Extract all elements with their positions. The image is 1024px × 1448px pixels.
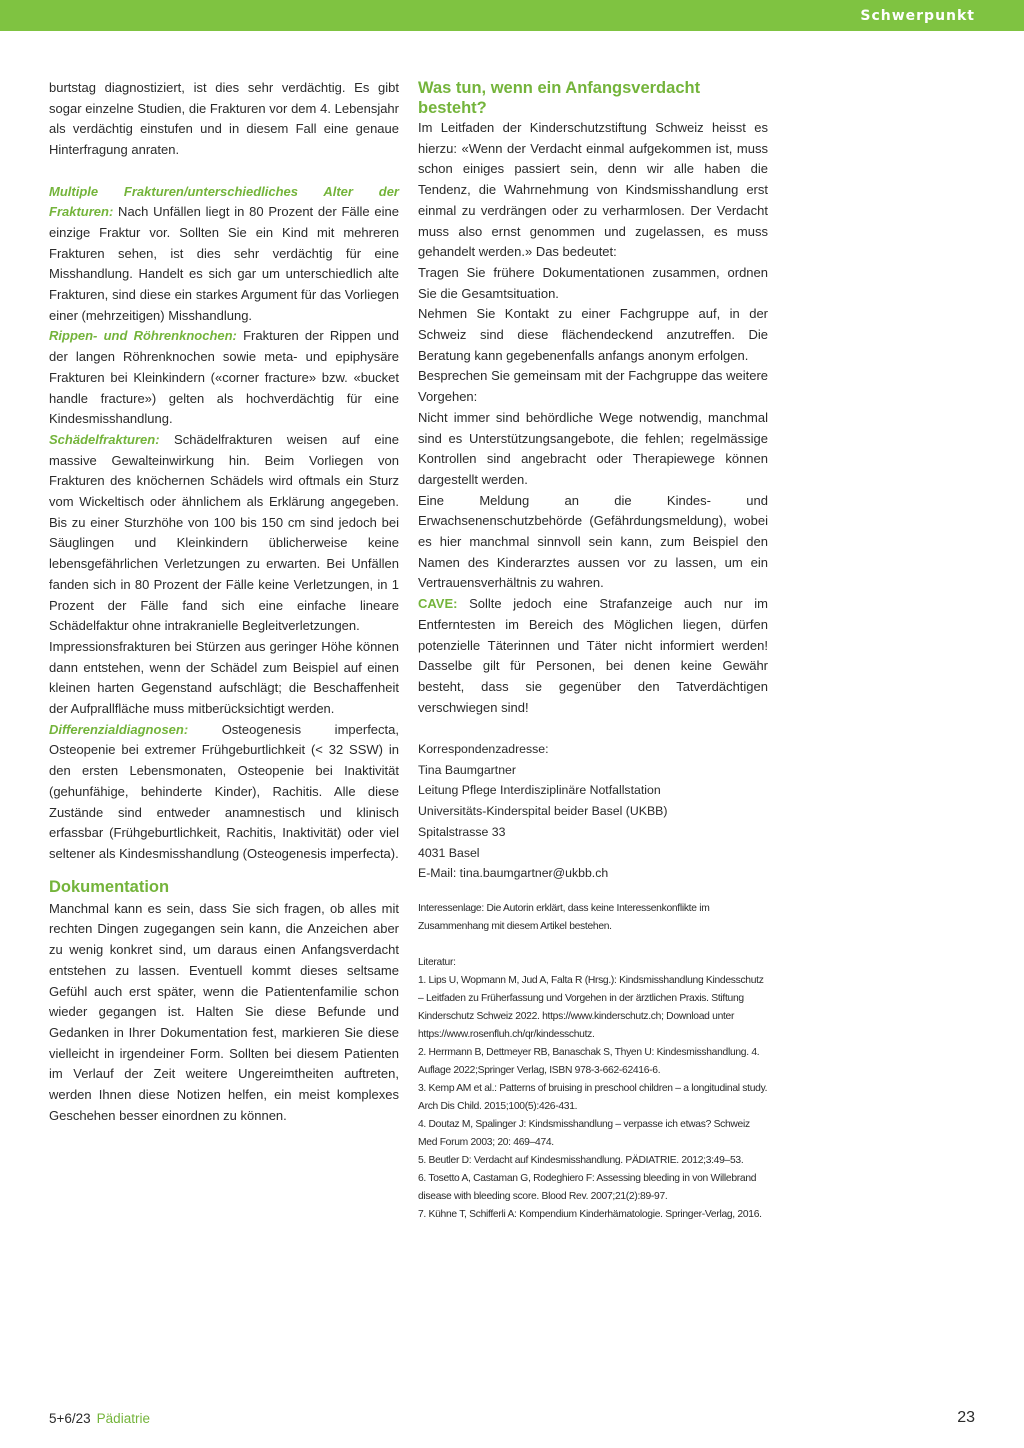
ribs-lead: Rippen- und Röhrenknochen: bbox=[49, 328, 237, 344]
step-discuss-paragraph: Besprechen Sie gemeinsam mit der Fachgruppe das weitere Vorgehen: bbox=[418, 368, 768, 405]
cave-paragraph bbox=[418, 594, 768, 718]
documentation-heading: Dokumentation bbox=[49, 877, 170, 896]
reference-item: 1. Lips U, Wopmann M, Jud A, Falta R (Hrsg.): Kindsmisshandlung Kindesschutz – Leitfaden zu Früherfassung und Vorgehen in der ärztlichen Praxis. Stiftung Kinderschutz Schweiz 2022. https://www.kinderschutz.ch; Download unter https://www.rosenfluh.ch/qr/kindesschutz. bbox=[418, 975, 764, 1040]
skull-lead: Schädelfrakturen: bbox=[49, 431, 160, 447]
left-column bbox=[49, 78, 399, 1126]
multiple-fractures-text: Nach Unfällen liegt in 80 Prozent der Fälle eine einzige Fraktur vor. Sollten Sie ein Kind mit mehreren Frakturen sehen, ist dies sehr verdächtig für eine Misshandlung. Handelt es sich gar um unterschiedlich alte Frakturen, sind diese ein starkes Argument für das Vorliegen einer (mehrzeitigen) Misshandlung. bbox=[49, 204, 399, 323]
journal-name: Pädiatrie bbox=[96, 1411, 150, 1426]
page-number: 23 bbox=[957, 1409, 975, 1426]
references-list bbox=[418, 954, 768, 1224]
skull-paragraph bbox=[49, 430, 399, 637]
skull-text: Schädelfrakturen weisen auf eine massive Gewalteinwirkung hin. Beim Vorliegen von Frakturen des knöchernen Schädels wird oftmals ein Sturz vom Wickeltisch oder ähnlichem als Erklärung angegeben. Bis zu einer Sturzhöhe von 100 bis 150 cm sind jedoch bei Säuglingen und Kleinkindern üblicherweise keine lebensgefährlichen Verletzungen zu erwarten. Bei Unfällen fanden sich in 80 Prozent der Fälle keine Verletzungen, in 1 Prozent der Fälle fand sich eine einfache lineare Schädelfaktur ohne intrakranielle Begleitverletzungen. bbox=[49, 431, 399, 634]
step-report-paragraph: Eine Meldung an die Kindes- und Erwachsenenschutzbehörde (Gefährdungsmeldung), wobei es hier manchmal sinnvoll sein kann, zum Beispiel den Namen des Kinderarztes aussen vor zu lassen, um ein Vertrauensverhältnis zu wahren. bbox=[418, 492, 768, 591]
step-contact-paragraph: Nehmen Sie Kontakt zu einer Fachgruppe auf, in der Schweiz sind diese flächendeckend anzutreffen. Die Beratung kann gegebenenfalls anfangs anonym erfolgen. bbox=[418, 306, 768, 363]
reference-item: 6. Tosetto A, Castaman G, Rodeghiero F: Assessing bleeding in von Willebrand disease with bleeding score. Blood Rev. 2007;21(2):89-97. bbox=[418, 1173, 757, 1202]
author-email: E-Mail: tina.baumgartner@ukbb.ch bbox=[418, 866, 609, 881]
author-name: Tina Baumgartner bbox=[418, 762, 516, 777]
address-street: Spitalstrasse 33 bbox=[418, 824, 506, 839]
author-role: Leitung Pflege Interdisziplinäre Notfallstation bbox=[418, 783, 661, 798]
impression-paragraph: Impressionsfrakturen bei Stürzen aus geringer Höhe können dann entstehen, wenn der Schädel zum Beispiel auf einen kleinen harten Gegenstand aufschlägt; die Beschaffenheit der Aufprallfläche muss mitberücksichtigt werden. bbox=[49, 638, 399, 717]
reference-item: 3. Kemp AM et al.: Patterns of bruising in preschool children – a longitudinal study. Arch Dis Child. 2015;100(5):426-431. bbox=[418, 1083, 768, 1112]
right-column bbox=[418, 78, 768, 1224]
section-title: Schwerpunkt bbox=[860, 8, 975, 24]
differential-paragraph bbox=[49, 720, 399, 865]
ribs-paragraph bbox=[49, 326, 399, 430]
documentation-paragraph: Manchmal kann es sein, dass Sie sich fragen, ob alles mit rechten Dingen zugegangen sein kann, die Anzeichen aber zu wenig konkret sind, um daraus einen Anfangsverdacht entstehen zu lassen. Eventuell kommt dieses seltsame Gefühl auch erst später, wenn die Patientenfamilie schon wieder gegangen ist. Halten Sie diese Befunde und Gedanken in Ihrer Dokumentation fest, markieren Sie diese vielleicht in irgendeiner Form. Sollten bei diesem Patienten im Verlauf der Zeit weitere Ungereimtheiten auftreten, werden Ihnen diese Notizen helfen, ein meist komplexes Geschehen besser einordnen zu können. bbox=[49, 900, 399, 1123]
literature-label: Literatur: bbox=[418, 957, 456, 968]
section-header-bar bbox=[0, 0, 1024, 31]
issue-number: 5+6/23 bbox=[49, 1411, 91, 1426]
address-city: 4031 Basel bbox=[418, 845, 480, 860]
reference-item: 2. Herrmann B, Dettmeyer RB, Banaschak S, Thyen U: Kindesmisshandlung. 4. Auflage 2022;Springer Verlag, ISBN 978-3-662-62416-6. bbox=[418, 1047, 760, 1076]
correspondence-address bbox=[418, 739, 768, 884]
suspicion-heading: Was tun, wenn ein Anfangsverdacht besteht? bbox=[418, 79, 701, 117]
cave-text: Sollte jedoch eine Strafanzeige auch nur im Entferntesten im Bereich des Möglichen liegen, dürfen potenzielle Täterinnen und Täter nicht informiert werden! Dasselbe gilt für Personen, bei denen keine Gewähr besteht, dass sie gegenüber den Tatverdächtigen verschwiegen sind! bbox=[418, 596, 768, 715]
differential-lead: Differenzialdiagnosen: bbox=[49, 721, 189, 737]
reference-item: 4. Doutaz M, Spalinger J: Kindsmisshandlung – verpasse ich etwas? Schweiz Med Forum 2003; 20: 469–474. bbox=[418, 1119, 750, 1148]
differential-text: Osteogenesis imperfecta, Osteopenie bei extremer Frühgeburtlichkeit (< 32 SSW) in den ersten Lebensmonaten, Osteopenie bei Inaktivität (gehunfähige, behinderte Kinder), Rachitis. Alle diese Zustände sind entweder anamnestisch und klinisch erfassbar (Frühgeburtlichkeit, Rachitis, Inaktivität) oder viel seltener als Kindesmisshandlung (Osteogenesis imperfecta). bbox=[49, 721, 399, 861]
footer-issue bbox=[49, 1411, 150, 1426]
conflict-of-interest-note: Interessenlage: Die Autorin erklärt, dass keine Interessenkonflikte im Zusammenhang mit diesem Artikel bestehen. bbox=[418, 903, 710, 932]
author-institution: Universitäts-Kinderspital beider Basel (UKBB) bbox=[418, 804, 668, 819]
multiple-fractures-lead: Multiple Frakturen/unterschiedliches Alter der Frakturen: bbox=[49, 183, 399, 220]
address-label: Korrespondenzadresse: bbox=[418, 742, 549, 757]
multiple-fractures-paragraph bbox=[49, 182, 399, 327]
reference-item: 7. Kühne T, Schifferli A: Kompendium Kinderhämatologie. Springer-Verlag, 2016. bbox=[418, 1209, 762, 1220]
step-support-paragraph: Nicht immer sind behördliche Wege notwendig, manchmal sind es Unterstützungsangebote, die fehlen; regelmässige Kontrollen sind angebracht oder Therapiewege können dargestellt werden. bbox=[418, 409, 768, 487]
reference-item: 5. Beutler D: Verdacht auf Kindesmisshandlung. PÄDIATRIE. 2012;3:49–53. bbox=[418, 1155, 744, 1166]
ribs-text: Frakturen der Rippen und der langen Röhrenknochen sowie meta- und epiphysäre Frakturen bei Kleinkindern («corner fracture» bzw. «bucket handle fracture») gelten als hochverdächtig für eine Kindesmisshandlung. bbox=[49, 328, 399, 427]
step-collect-paragraph: Tragen Sie frühere Dokumentationen zusammen, ordnen Sie die Gesamtsituation. bbox=[418, 264, 768, 301]
cave-lead: CAVE: bbox=[418, 596, 458, 612]
intro-paragraph: burtstag diagnostiziert, ist dies sehr verdächtig. Es gibt sogar einzelne Studien, die Frakturen vor dem 4. Lebensjahr als verdächtig einstufen und in diesem Fall eine genaue Hinterfragung anraten. bbox=[49, 80, 399, 158]
guideline-paragraph: Im Leitfaden der Kinderschutzstiftung Schweiz heisst es hierzu: «Wenn der Verdacht einmal aufgekommen ist, muss schon einiges passiert sein, denn wir alle haben die Tendenz, die Wahrnehmung von Kindsmisshandlung erst einmal zu verdrängen oder zu verharmlosen. Der Verdacht muss also ernst genommen und zugelassen, es muss gehandelt werden.» Das bedeutet: bbox=[418, 120, 768, 260]
